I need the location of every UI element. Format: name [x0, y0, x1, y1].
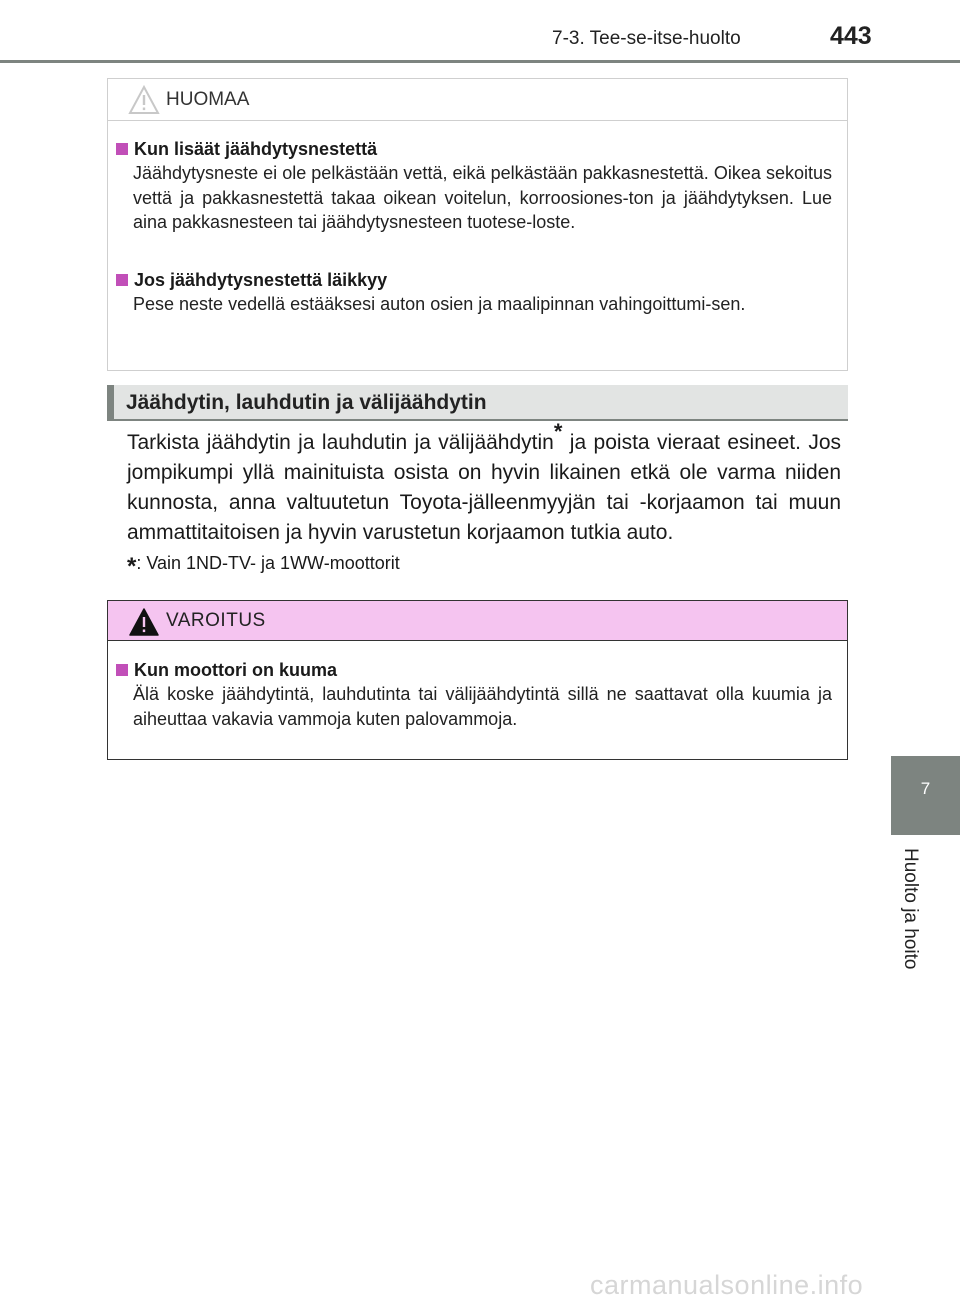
notice-box — [107, 78, 848, 371]
warning-item — [116, 658, 832, 731]
bullet-square-icon — [116, 664, 128, 676]
warning-header — [108, 601, 847, 641]
footnote-text: : Vain 1ND-TV- ja 1WW-moottorit — [136, 553, 400, 573]
header-section-title: 7-3. Tee-se-itse-huolto — [552, 28, 741, 49]
notice-item-title: Kun lisäät jäähdytysnestettä — [134, 139, 378, 159]
warning-box — [107, 600, 848, 760]
section-heading — [107, 385, 848, 421]
warning-item-title: Kun moottori on kuuma — [134, 660, 337, 680]
footnote-mark: * — [127, 553, 137, 580]
notice-item — [116, 137, 832, 235]
footnote-reference: * — [553, 419, 563, 444]
section-heading-title: Jäähdytin, lauhdutin ja välijäähdytin — [126, 391, 487, 414]
notice-item-title: Jos jäähdytysnestettä läikkyy — [134, 270, 388, 290]
chapter-number: 7 — [920, 779, 931, 798]
body-paragraph: Tarkista jäähdytin ja lauhdutin ja välijäähdytin* ja poista vieraat esineet. Jos jompikumpi yllä mainituista osista on hyvin likainen etkä ole varma niiden kunnosta, anna valtuutetun Toyota-jälleenmyyjän tai -korjaamon tai muun ammattitaitoisen ja hyvin varustetun korjaamon tutkia auto. — [127, 419, 841, 544]
chapter-label: Huolto ja hoito — [900, 848, 921, 970]
bullet-square-icon — [116, 143, 128, 155]
notice-item-body: Pese neste vedellä estääksesi auton osien ja maalipinnan vahingoittumi-sen. — [133, 294, 746, 314]
notice-title: HUOMAA — [166, 89, 250, 110]
footnote — [127, 553, 400, 581]
notice-item — [116, 268, 832, 317]
page-number: 443 — [830, 22, 872, 50]
notice-header — [108, 79, 847, 121]
warning-title: VAROITUS — [166, 610, 266, 631]
warning-item-body: Älä koske jäähdytintä, lauhdutinta tai välijäähdytintä sillä ne saattavat olla kuumia ja aiheuttaa vakavia vammoja kuten palovammoja. — [133, 684, 832, 729]
notice-item-body: Jäähdytysneste ei ole pelkästään vettä, eikä pelkästään pakkasnestettä. Oikea sekoitus vettä ja pakkasnestettä takaa oikean voitelun, korroosiones-ton ja jäähdytyksen. Lue aina pakkasnesteen tai jäähdytysnesteen tuotese-loste. — [133, 163, 832, 232]
watermark: carmanualsonline.info — [590, 1270, 864, 1300]
section-heading-bar — [107, 385, 114, 419]
header-divider — [0, 60, 960, 63]
caution-outline-icon — [128, 85, 160, 115]
chapter-tab — [891, 756, 960, 835]
warning-icon — [128, 607, 160, 637]
bullet-square-icon — [116, 274, 128, 286]
